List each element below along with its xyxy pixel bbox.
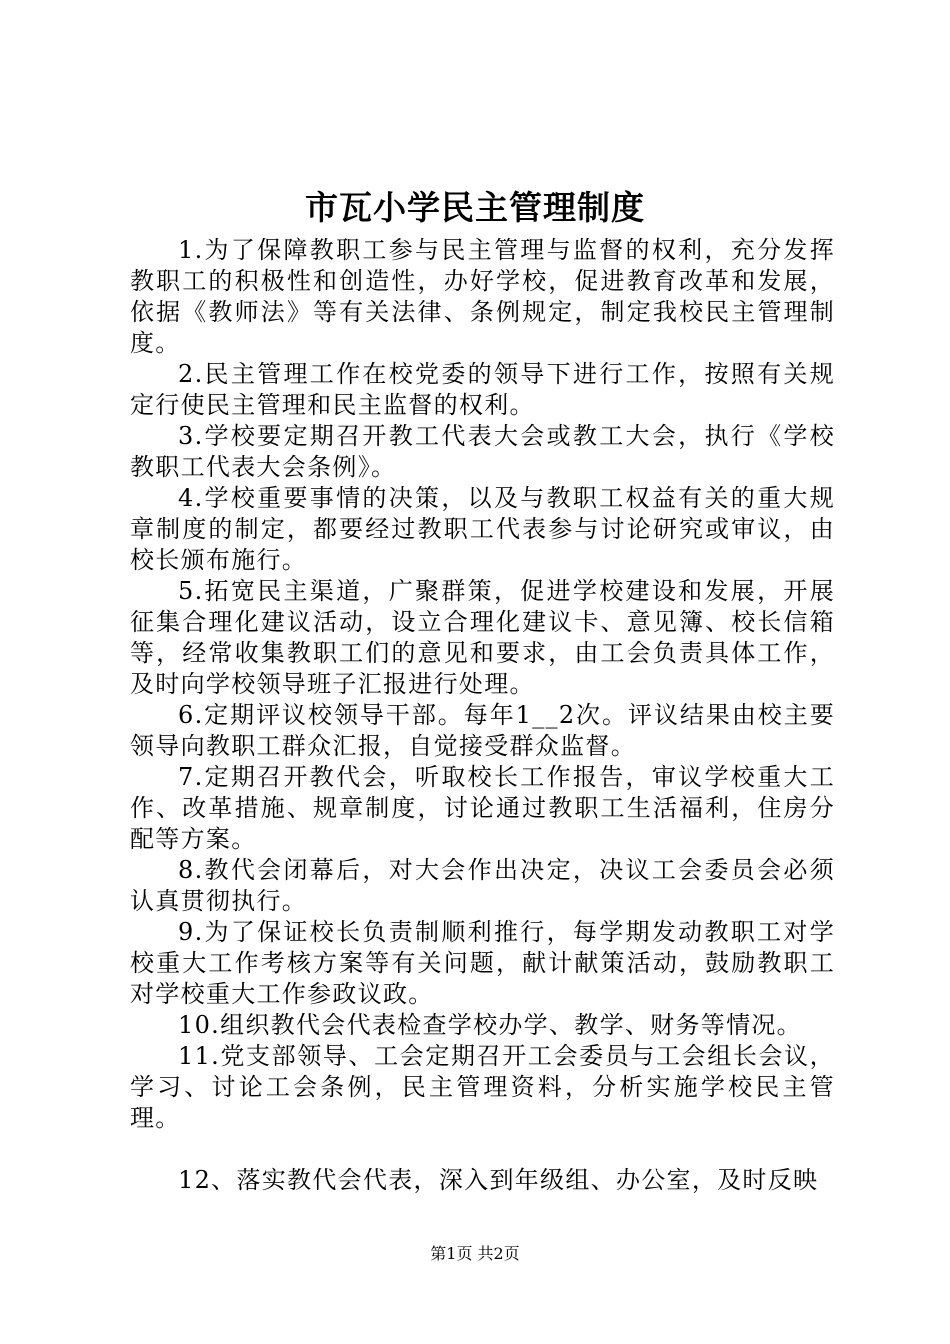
- document-body: [130, 235, 835, 1196]
- paragraph-1: 1.为了保障教职工参与民主管理与监督的权利，充分发挥教职工的积极性和创造性，办好学校，促进教育改革和发展，依据《教师法》等有关法律、条例规定，制定我校民主管理制度。: [130, 236, 835, 357]
- paragraph-9: 9.为了保证校长负责制顺利推行，每学期发动教职工对学校重大工作考核方案等有关问题，献计献策活动，鼓励教职工对学校重大工作参政议政。: [130, 918, 835, 1008]
- paragraph-12: 12、落实教代会代表，深入到年级组、办公室，及时反映: [178, 1166, 819, 1194]
- paragraph-7: 7.定期召开教代会，听取校长工作报告，审议学校重大工作、改革措施、规章制度，讨论通过教职工生活福利，住房分配等方案。: [130, 763, 835, 853]
- paragraph-2: 2.民主管理工作在校党委的领导下进行工作，按照有关规定行使民主管理和民主监督的权利。: [130, 360, 835, 419]
- paragraph-3: 3.学校要定期召开教工代表大会或教工大会，执行《学校教职工代表大会条例》。: [130, 422, 835, 481]
- paragraph-8: 8.教代会闭幕后，对大会作出决定，决议工会委员会必须认真贯彻执行。: [130, 856, 835, 915]
- paragraph-10: 10.组织教代会代表检查学校办学、教学、财务等情况。: [178, 1011, 802, 1039]
- page-footer: 第1页 共2页: [430, 1244, 520, 1263]
- paragraph-6: 6.定期评议校领导干部。每年1__2次。评议结果由校主要领导向教职工群众汇报，自觉接受群众监督。: [130, 701, 835, 760]
- paragraph-5: 5.拓宽民主渠道，广聚群策，促进学校建设和发展，开展征集合理化建议活动，设立合理化建议卡、意见簿、校长信箱等，经常收集教职工们的意见和要求，由工会负责具体工作，及时向学校领导班子汇报进行处理。: [130, 577, 835, 698]
- page-title: 市瓦小学民主管理制度: [305, 188, 645, 227]
- paragraph-11: 11.党支部领导、工会定期召开工会委员与工会组长会议，学习、讨论工会条例，民主管理资料，分析实施学校民主管理。: [130, 1042, 835, 1132]
- paragraph-4: 4.学校重要事情的决策，以及与教职工权益有关的重大规章制度的制定，都要经过教职工代表参与讨论研究或审议，由校长颁布施行。: [130, 484, 835, 574]
